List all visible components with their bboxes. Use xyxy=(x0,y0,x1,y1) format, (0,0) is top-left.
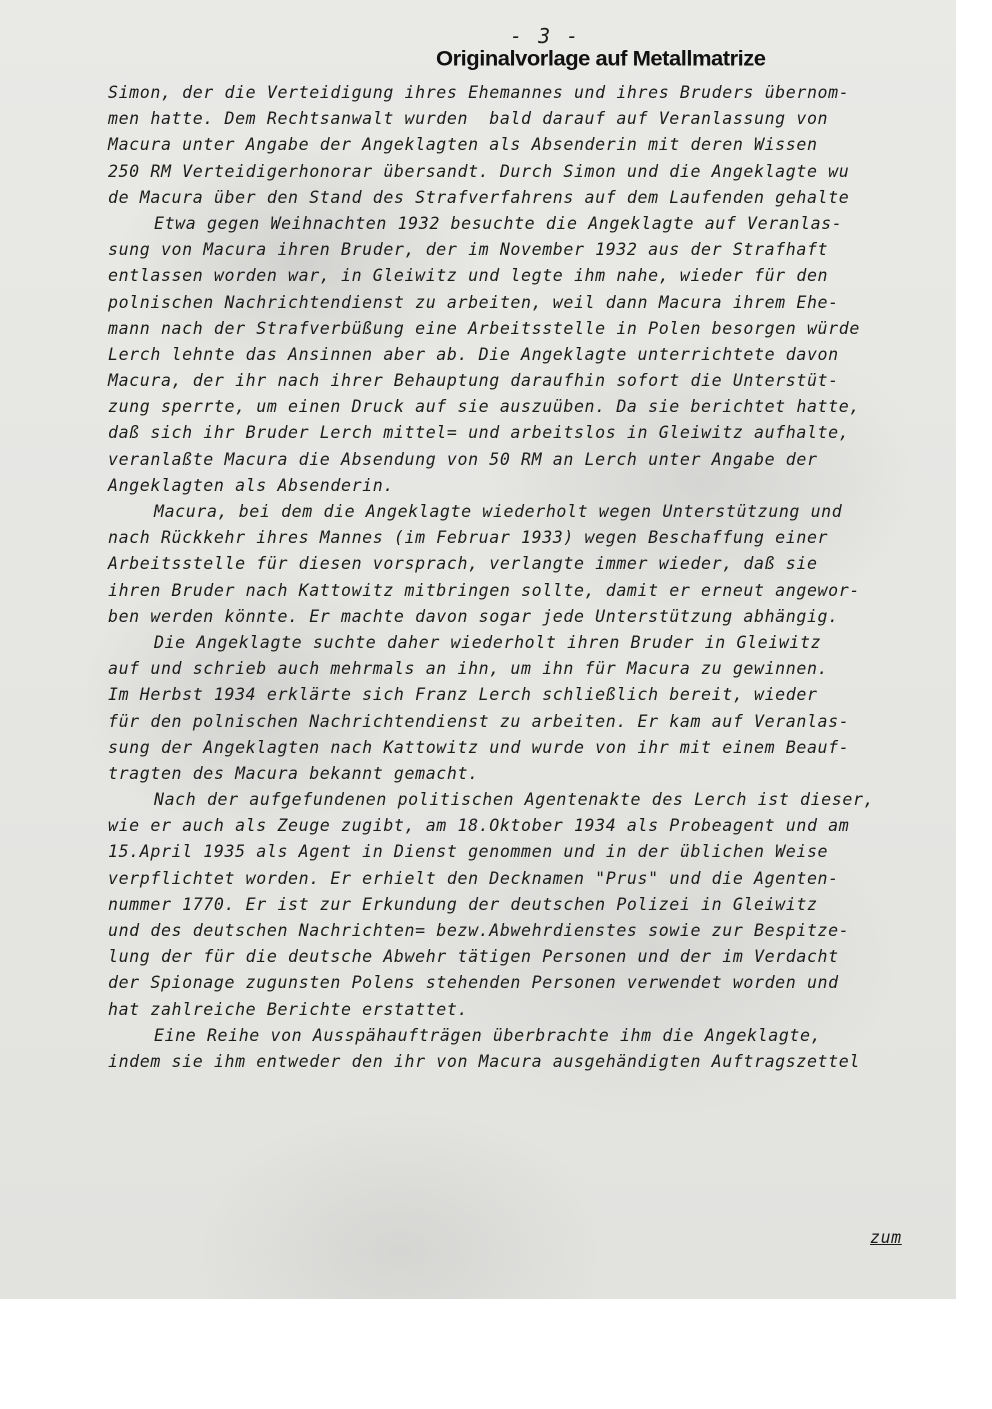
text-line: zung sperrte, um einen Druck auf sie auszuüben. Da sie berichtet hatte, xyxy=(108,397,860,417)
text-line: verpflichtet worden. Er erhielt den Decknamen "Prus" und die Agenten- xyxy=(108,868,839,888)
text-line: men hatte. Dem Rechtsanwalt wurden bald darauf auf Veranlassung von xyxy=(108,109,829,129)
text-line: 250 RM Verteidigerhonorar übersandt. Durch Simon und die Angeklagte wu xyxy=(108,161,850,181)
text-line: daß sich ihr Bruder Lerch mittel= und arbeitslos in Gleiwitz aufhalte, xyxy=(108,423,850,443)
text-line: indem sie ihm entweder den ihr von Macura ausgehändigten Auftragszettel xyxy=(108,1051,860,1071)
text-line: veranlaßte Macura die Absendung von 50 RM an Lerch unter Angabe der xyxy=(108,449,818,469)
typewritten-body xyxy=(108,80,968,1075)
text-line: Die Angeklagte suchte daher wiederholt ihren Bruder in Gleiwitz xyxy=(154,632,822,652)
text-line: Arbeitsstelle für diesen vorsprach, verlangte immer wieder, daß sie xyxy=(108,554,818,574)
text-line: hat zahlreiche Berichte erstattet. xyxy=(108,999,469,1019)
text-line: ben werden könnte. Er machte davon sogar jede Unterstützung abhängig. xyxy=(108,606,839,626)
text-line: lung der für die deutsche Abwehr tätigen Personen und der im Verdacht xyxy=(108,947,839,967)
stamp-label: Originalvorlage auf Metallmatrize xyxy=(436,46,766,71)
text-line: de Macura über den Stand des Strafverfahrens auf dem Laufenden gehalte xyxy=(108,187,850,207)
text-line: Simon, der die Verteidigung ihres Ehemannes und ihres Bruders übernom- xyxy=(108,83,850,102)
text-line: auf und schrieb auch mehrmals an ihn, um ihn für Macura zu gewinnen. xyxy=(108,659,829,679)
text-line: für den polnischen Nachrichtendienst zu arbeiten. Er kam auf Veranlas- xyxy=(108,711,850,731)
text-line: polnischen Nachrichtendienst zu arbeiten, weil dann Macura ihrem Ehe- xyxy=(108,292,839,312)
text-line: Nach der aufgefundenen politischen Agentenakte des Lerch ist dieser, xyxy=(154,790,875,810)
text-line: Lerch lehnte das Ansinnen aber ab. Die Angeklagte unterrichtete davon xyxy=(108,344,839,364)
text-line: Angeklagten als Absenderin. xyxy=(108,475,394,495)
text-line: entlassen worden war, in Gleiwitz und legte ihm nahe, wieder für den xyxy=(108,266,829,286)
text-line: der Spionage zugunsten Polens stehenden Personen verwendet worden und xyxy=(108,973,839,993)
text-line: Macura, bei dem die Angeklagte wiederholt wegen Unterstützung und xyxy=(154,502,843,521)
page-number: - 3 - xyxy=(510,24,581,48)
text-line: Macura, der ihr nach ihrer Behauptung daraufhin sofort die Unterstüt- xyxy=(108,371,839,391)
text-line: 15.April 1935 als Agent in Dienst genommen und in der üblichen Weise xyxy=(108,842,829,862)
text-line: Etwa gegen Weihnachten 1932 besuchte die Angeklagte auf Veranlas- xyxy=(154,213,843,233)
text-line: sung der Angeklagten nach Kattowitz und wurde von ihr mit einem Beauf- xyxy=(108,737,850,757)
text-line: nach Rückkehr ihres Mannes (im Februar 1933) wegen Beschaffung einer xyxy=(108,528,829,548)
text-line: Macura unter Angabe der Angeklagten als Absenderin mit deren Wissen xyxy=(108,135,818,155)
text-line: ihren Bruder nach Kattowitz mitbringen sollte, damit er erneut angewor- xyxy=(108,580,860,600)
text-line: Im Herbst 1934 erklärte sich Franz Lerch schließlich bereit, wieder xyxy=(108,685,818,705)
text-line: tragten des Macura bekannt gemacht. xyxy=(108,763,479,783)
text-line: mann nach der Strafverbüßung eine Arbeitsstelle in Polen besorgen würde xyxy=(108,318,860,338)
text-line: wie er auch als Zeuge zugibt, am 18.Oktober 1934 als Probeagent und am xyxy=(108,816,850,836)
text-line: Eine Reihe von Ausspähaufträgen überbrachte ihm die Angeklagte, xyxy=(154,1025,822,1045)
text-line: nummer 1770. Er ist zur Erkundung der deutschen Polizei in Gleiwitz xyxy=(108,894,818,914)
text-line: und des deutschen Nachrichten= bezw.Abwehrdienstes sowie zur Bespitze- xyxy=(108,921,850,940)
catchword: zum xyxy=(870,1228,902,1247)
text-line: sung von Macura ihren Bruder, der im November 1932 aus der Strafhaft xyxy=(108,240,829,260)
